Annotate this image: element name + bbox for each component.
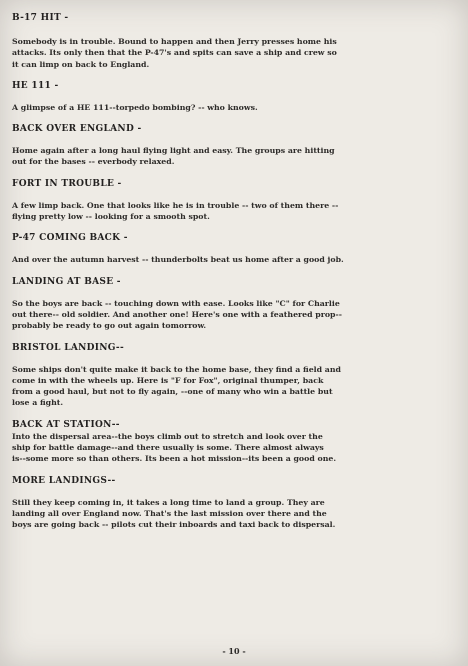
section-p47-coming-back — [12, 232, 460, 265]
section-heading: FORT IN TROUBLE - — [12, 178, 122, 189]
section-more-landings — [12, 475, 460, 531]
text-line: lose a fight. — [12, 398, 64, 408]
section-b17-hit — [12, 12, 460, 70]
text-line: it can limp on back to England. — [12, 59, 150, 69]
section-heading: HE 111 - — [12, 80, 59, 91]
section-heading: BACK OVER ENGLAND - — [12, 124, 142, 135]
section-bristol-landing — [12, 342, 460, 409]
text-line: So the boys are back -- touching down with ease. Looks like "C" for Charlie — [12, 298, 340, 308]
text-line: ship for battle damage--and there usually is some. There almost always — [12, 443, 324, 453]
section-he111 — [12, 80, 460, 113]
text-line: boys are going back -- pilots cut their inboards and taxi back to dispersal. — [12, 520, 336, 530]
text-line: landing all over England now. That's the last mission over there and the — [12, 508, 327, 518]
text-line: Somebody is in trouble. Bound to happen and then Jerry presses home his — [12, 37, 337, 46]
text-line: Some ships don't quite make it back to the home base, they find a field and — [12, 364, 341, 374]
text-line: A glimpse of a HE 111--torpedo bombing? -- who knows. — [12, 102, 258, 112]
text-line: Home again after a long haul flying light and easy. The groups are hitting — [12, 146, 335, 156]
text-line: is--some more so than others. Its been a hot mission--its been a good one. — [12, 454, 337, 464]
section-fort-in-trouble — [12, 178, 460, 223]
section-heading: LANDING AT BASE - — [12, 276, 121, 287]
section-heading: BACK AT STATION-- — [12, 419, 120, 430]
text-line: attacks. Its only then that the P-47's and spits can save a ship and crew so — [12, 48, 337, 58]
section-back-at-station — [12, 419, 460, 465]
text-line: out for the bases -- everbody relaxed. — [12, 157, 175, 167]
text-line: probably be ready to go out again tomorrow. — [12, 321, 207, 331]
page-number: - 10 - — [222, 646, 246, 656]
text-line: come in with the wheels up. Here is "F for Fox", original thumper, back — [12, 375, 324, 385]
section-heading: B-17 HIT - — [12, 13, 69, 23]
text-line: And over the autumn harvest -- thunderbolts beat us home after a good job. — [12, 255, 344, 265]
section-back-over-england — [12, 123, 460, 168]
section-landing-at-base — [12, 276, 460, 332]
script-body — [12, 6, 460, 531]
text-line: Still they keep coming in, it takes a long time to land a group. They are — [12, 497, 325, 507]
text-line: A few limp back. One that looks like he is in trouble -- two of them there -- — [12, 200, 339, 210]
text-line: out there-- old soldier. And another one! Here's one with a feathered prop-- — [12, 309, 342, 319]
section-heading: P-47 COMING BACK - — [12, 233, 128, 244]
section-heading: MORE LANDINGS-- — [12, 475, 116, 486]
text-line: flying pretty low -- looking for a smooth spot. — [12, 212, 210, 222]
text-line: Into the dispersal area--the boys climb out to stretch and look over the — [12, 431, 323, 441]
text-line: from a good haul, but not to fly again, --one of many who win a battle but — [12, 387, 333, 397]
section-heading: BRISTOL LANDING-- — [12, 342, 124, 353]
